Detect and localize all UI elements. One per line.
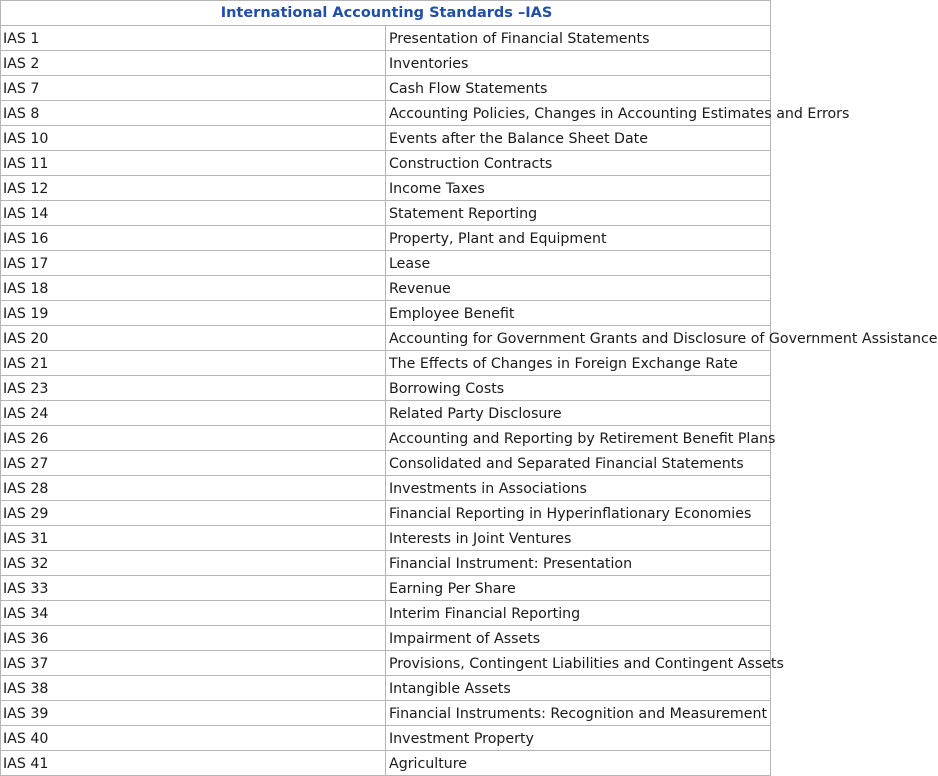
standard-code: IAS 18 <box>1 276 386 301</box>
standard-name: Related Party Disclosure <box>386 401 771 426</box>
standard-code: IAS 33 <box>1 576 386 601</box>
standard-name: Revenue <box>386 276 771 301</box>
standard-code: IAS 19 <box>1 301 386 326</box>
standard-name: Investments in Associations <box>386 476 771 501</box>
standard-name: Cash Flow Statements <box>386 76 771 101</box>
standard-name: Financial Reporting in Hyperinflationary Economies <box>386 501 771 526</box>
standard-name: Provisions, Contingent Liabilities and Contingent Assets <box>386 651 771 676</box>
table-title-row <box>1 1 771 26</box>
standard-code: IAS 14 <box>1 201 386 226</box>
standard-name: The Effects of Changes in Foreign Exchange Rate <box>386 351 771 376</box>
standard-code: IAS 26 <box>1 426 386 451</box>
table-row <box>1 501 771 526</box>
table-row <box>1 101 771 126</box>
standard-name: Interests in Joint Ventures <box>386 526 771 551</box>
standard-code: IAS 16 <box>1 226 386 251</box>
standard-code: IAS 32 <box>1 551 386 576</box>
table-title: International Accounting Standards –IAS <box>1 1 771 26</box>
standard-name: Intangible Assets <box>386 676 771 701</box>
standard-code: IAS 2 <box>1 51 386 76</box>
standard-code: IAS 10 <box>1 126 386 151</box>
standard-code: IAS 8 <box>1 101 386 126</box>
standard-name: Earning Per Share <box>386 576 771 601</box>
standard-code: IAS 31 <box>1 526 386 551</box>
standard-code: IAS 41 <box>1 751 386 776</box>
standard-code: IAS 36 <box>1 626 386 651</box>
standard-name: Lease <box>386 251 771 276</box>
table-row <box>1 176 771 201</box>
standard-code: IAS 11 <box>1 151 386 176</box>
standard-name: Financial Instruments: Recognition and Measurement <box>386 701 771 726</box>
table-row <box>1 376 771 401</box>
table-row <box>1 326 771 351</box>
table-row <box>1 576 771 601</box>
standard-code: IAS 20 <box>1 326 386 351</box>
standard-code: IAS 12 <box>1 176 386 201</box>
table-row <box>1 351 771 376</box>
standard-code: IAS 1 <box>1 26 386 51</box>
standard-name: Construction Contracts <box>386 151 771 176</box>
standard-code: IAS 37 <box>1 651 386 676</box>
standard-code: IAS 29 <box>1 501 386 526</box>
standard-name: Presentation of Financial Statements <box>386 26 771 51</box>
table-row <box>1 476 771 501</box>
standard-code: IAS 28 <box>1 476 386 501</box>
standard-name: Interim Financial Reporting <box>386 601 771 626</box>
table-row <box>1 51 771 76</box>
table-row <box>1 676 771 701</box>
table-row <box>1 151 771 176</box>
standard-name: Investment Property <box>386 726 771 751</box>
table-row <box>1 701 771 726</box>
standard-code: IAS 24 <box>1 401 386 426</box>
standard-name: Accounting for Government Grants and Disclosure of Government Assistance <box>386 326 771 351</box>
table-row <box>1 126 771 151</box>
table-row <box>1 551 771 576</box>
table-row <box>1 276 771 301</box>
table-row <box>1 526 771 551</box>
standard-name: Statement Reporting <box>386 201 771 226</box>
table-row <box>1 626 771 651</box>
table-row <box>1 726 771 751</box>
standard-code: IAS 34 <box>1 601 386 626</box>
table-row <box>1 451 771 476</box>
standard-name: Agriculture <box>386 751 771 776</box>
standard-name: Accounting and Reporting by Retirement Benefit Plans <box>386 426 771 451</box>
standard-code: IAS 40 <box>1 726 386 751</box>
standard-code: IAS 17 <box>1 251 386 276</box>
standard-name: Borrowing Costs <box>386 376 771 401</box>
standard-name: Accounting Policies, Changes in Accounting Estimates and Errors <box>386 101 771 126</box>
standard-code: IAS 39 <box>1 701 386 726</box>
standard-code: IAS 7 <box>1 76 386 101</box>
standard-code: IAS 21 <box>1 351 386 376</box>
standard-code: IAS 38 <box>1 676 386 701</box>
standard-name: Financial Instrument: Presentation <box>386 551 771 576</box>
standard-name: Events after the Balance Sheet Date <box>386 126 771 151</box>
standard-name: Income Taxes <box>386 176 771 201</box>
standard-code: IAS 27 <box>1 451 386 476</box>
standard-name: Property, Plant and Equipment <box>386 226 771 251</box>
standard-name: Employee Benefit <box>386 301 771 326</box>
standard-name: Impairment of Assets <box>386 626 771 651</box>
table-row <box>1 226 771 251</box>
table-row <box>1 251 771 276</box>
table-row <box>1 201 771 226</box>
ias-table-body <box>1 1 938 776</box>
standard-name: Inventories <box>386 51 771 76</box>
table-row <box>1 401 771 426</box>
standard-code: IAS 23 <box>1 376 386 401</box>
table-row <box>1 651 771 676</box>
table-row <box>1 26 771 51</box>
table-row <box>1 76 771 101</box>
standard-name: Consolidated and Separated Financial Statements <box>386 451 771 476</box>
table-row <box>1 301 771 326</box>
table-row <box>1 426 771 451</box>
table-row <box>1 751 771 776</box>
table-row <box>1 601 771 626</box>
